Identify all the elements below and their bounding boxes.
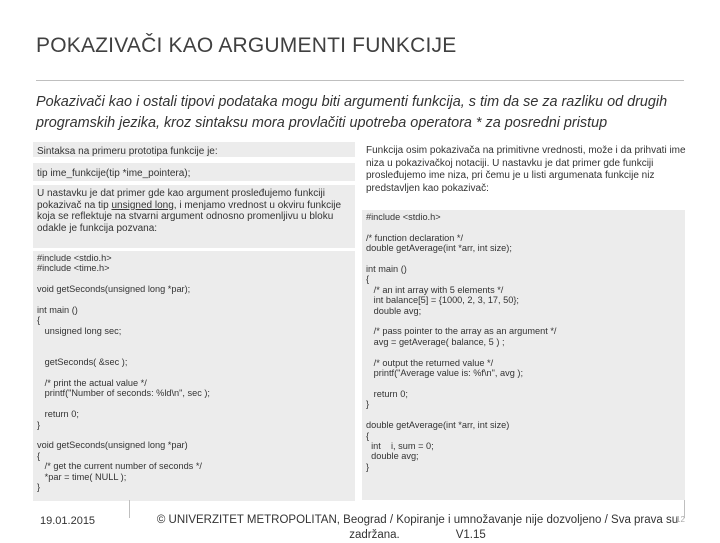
prototype-box bbox=[33, 163, 355, 181]
prototype-text: tip ime_funkcije(tip *ime_pointera); bbox=[37, 168, 191, 179]
left-intro-box bbox=[33, 185, 355, 248]
left-code-box bbox=[33, 251, 355, 501]
right-code: #include <stdio.h> /* function declaration */ double getAverage(int *arr, int size); int main () { /* an int array with 5 elements */ int balance[5] = {1000, 2, 3, 17, 50}; double avg; /* pass pointer to the array as an argument */ avg = getAverage( balance, 5 ) ; /* output the returned value */ printf("Average value is: %f\n", avg ); return 0; } double getAverage(int *arr, int size) { int i, sum = 0; double avg; } bbox=[366, 212, 557, 472]
slide-title: POKAZIVAČI KAO ARGUMENTI FUNKCIJE bbox=[36, 34, 457, 57]
footer-copyright bbox=[155, 513, 680, 543]
syntax-label-box bbox=[33, 142, 355, 157]
footer-date: 19.01.2015 bbox=[40, 515, 96, 527]
version-label: V1.15 bbox=[455, 529, 486, 541]
left-intro-type: unsigned long bbox=[111, 199, 174, 211]
syntax-label: Sintaksa na primeru prototipa funkcije je: bbox=[37, 146, 218, 157]
left-code: #include <stdio.h> #include <time.h> void getSeconds(unsigned long *par); int main () { unsigned long sec; getSeconds( &sec ); /* print the actual value */ printf("Number of seconds: %ld\n", sec ); return 0; } void getSeconds(unsigned long *par) { /* get the current number of seconds */ *par = time( NULL ); } bbox=[37, 253, 210, 492]
left-intro-before: U nastavku je dat primer gde kao argument prosleđujemo funkciji pokazivač na tip bbox=[37, 188, 325, 211]
footer-divider-left bbox=[129, 500, 130, 518]
page-number: 12 bbox=[676, 515, 685, 524]
left-intro-text bbox=[33, 185, 355, 234]
title-divider bbox=[36, 80, 684, 81]
slide-subtitle: Pokazivači kao i ostali tipovi podataka mogu biti argumenti funkcija, s tim da se za razliku od drugih programskih jezika, kroz sintaksu mora provlačiti upotreba operatora * za posredni pristup bbox=[36, 94, 668, 131]
right-code-box bbox=[362, 210, 685, 500]
left-intro-after: , i menjamo vrednost u okviru funkcije koja se reflektuje na stvarni argument odnosno promenljivu u bloku odakle je funkcija pozvana: bbox=[37, 199, 342, 234]
right-intro-text: Funkcija osim pokazivača na primitivne vrednosti, može i da prihvati ime niza u pokazivačkoj notaciji. U nastavku je dat primer gde funkciji prosleđujemo ime niza, pri čemu je u listi argumenata funkcije niz predstavljen kao pokazivač: bbox=[366, 145, 686, 194]
copyright-text: © UNIVERZITET METROPOLITAN, Beograd / Kopiranje i umnožavanje nije dozvoljeno / Sva prava su zadržana. bbox=[156, 514, 679, 541]
